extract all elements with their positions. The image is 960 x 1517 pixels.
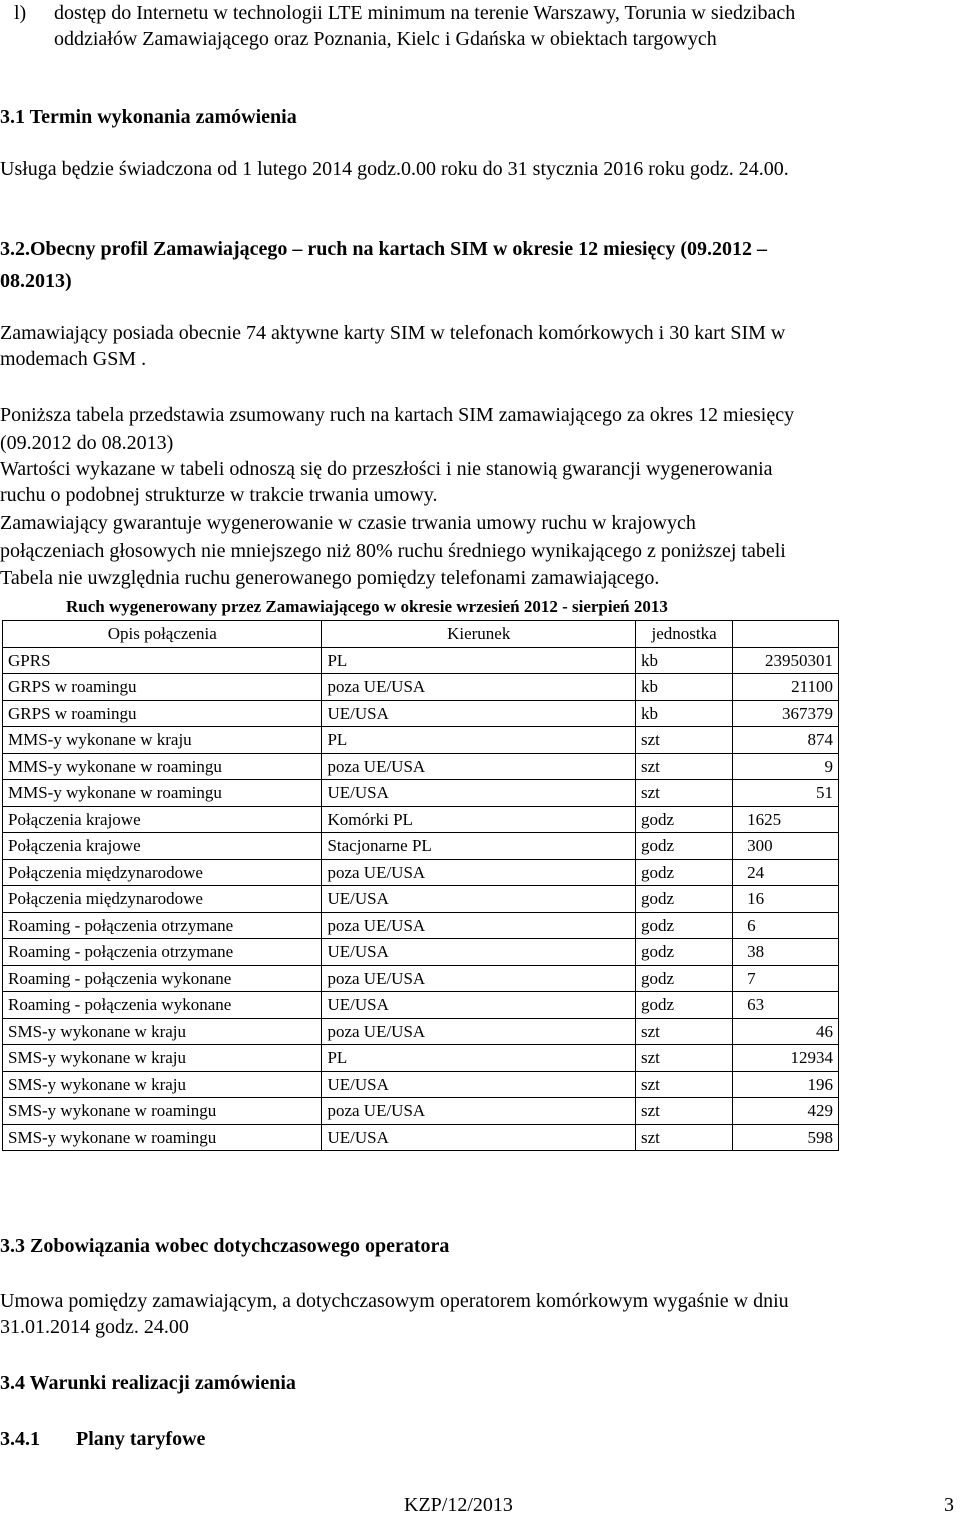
row-cell-value: 874 bbox=[733, 727, 839, 754]
section-3-3-heading: 3.3 Zobowiązania wobec dotychczasowego operatora bbox=[0, 1235, 450, 1257]
row-cell-unit: szt bbox=[636, 780, 733, 807]
row-cell-value: 16 bbox=[733, 886, 839, 913]
row-cell-value: 9 bbox=[733, 753, 839, 780]
table-row bbox=[3, 1124, 839, 1151]
table-row bbox=[3, 806, 839, 833]
row-cell-direction: UE/USA bbox=[322, 780, 636, 807]
row-cell-value: 196 bbox=[733, 1071, 839, 1098]
row-cell-description: MMS-y wykonane w kraju bbox=[3, 727, 322, 754]
row-cell-value: 7 bbox=[733, 965, 839, 992]
row-cell-value: 1625 bbox=[733, 806, 839, 833]
row-cell-direction: poza UE/USA bbox=[322, 753, 636, 780]
table-row bbox=[3, 1071, 839, 1098]
row-cell-description: SMS-y wykonane w kraju bbox=[3, 1071, 322, 1098]
traffic-table bbox=[2, 620, 839, 1151]
row-cell-value: 300 bbox=[733, 833, 839, 860]
row-cell-unit: godz bbox=[636, 806, 733, 833]
table-row bbox=[3, 753, 839, 780]
header-cell-description: Opis połączenia bbox=[3, 621, 322, 648]
paragraph-guarantee-line1: Zamawiający gwarantuje wygenerowanie w czasie trwania umowy ruchu w krajowych bbox=[0, 512, 696, 534]
list-item-text-line2: oddziałów Zamawiającego oraz Poznania, Kielc i Gdańska w obiektach targowych bbox=[54, 28, 717, 50]
row-cell-description: GPRS bbox=[3, 647, 322, 674]
section-3-4-heading: 3.4 Warunki realizacji zamówienia bbox=[0, 1372, 296, 1394]
paragraph-table-intro-line1: Poniższa tabela przedstawia zsumowany ruch na kartach SIM zamawiającego za okres 12 miesięcy bbox=[0, 404, 795, 426]
paragraph-guarantee-line3: Tabela nie uwzględnia ruchu generowanego pomiędzy telefonami zamawiającego. bbox=[0, 567, 660, 589]
section-3-4-1-number: 3.4.1 bbox=[0, 1428, 40, 1450]
row-cell-direction: poza UE/USA bbox=[322, 912, 636, 939]
row-cell-description: MMS-y wykonane w roamingu bbox=[3, 753, 322, 780]
row-cell-unit: szt bbox=[636, 1098, 733, 1125]
row-cell-value: 38 bbox=[733, 939, 839, 966]
row-cell-unit: godz bbox=[636, 965, 733, 992]
table-row bbox=[3, 859, 839, 886]
row-cell-description: SMS-y wykonane w roamingu bbox=[3, 1098, 322, 1125]
list-marker: l) bbox=[14, 2, 27, 24]
row-cell-description: Połączenia krajowe bbox=[3, 806, 322, 833]
table-row bbox=[3, 1018, 839, 1045]
paragraph-guarantee-line2: połączeniach głosowych nie mniejszego niż 80% ruchu średniego wynikającego z poniższej tabeli bbox=[0, 540, 786, 562]
row-cell-direction: PL bbox=[322, 727, 636, 754]
header-cell-unit: jednostka bbox=[636, 621, 733, 648]
row-cell-direction: UE/USA bbox=[322, 1071, 636, 1098]
section-3-1-text: Usługa będzie świadczona od 1 lutego 2014 godz.0.00 roku do 31 stycznia 2016 roku godz. 24.00. bbox=[0, 158, 789, 180]
table-header-row bbox=[3, 621, 839, 648]
row-cell-value: 12934 bbox=[733, 1045, 839, 1072]
row-cell-value: 367379 bbox=[733, 700, 839, 727]
row-cell-description: GRPS w roamingu bbox=[3, 700, 322, 727]
table-row bbox=[3, 912, 839, 939]
row-cell-direction: Stacjonarne PL bbox=[322, 833, 636, 860]
row-cell-direction: poza UE/USA bbox=[322, 674, 636, 701]
row-cell-unit: godz bbox=[636, 912, 733, 939]
row-cell-value: 598 bbox=[733, 1124, 839, 1151]
row-cell-value: 21100 bbox=[733, 674, 839, 701]
row-cell-direction: UE/USA bbox=[322, 939, 636, 966]
row-cell-unit: godz bbox=[636, 886, 733, 913]
table-row bbox=[3, 674, 839, 701]
header-cell-value bbox=[733, 621, 839, 648]
row-cell-description: Połączenia międzynarodowe bbox=[3, 886, 322, 913]
table-row bbox=[3, 1045, 839, 1072]
row-cell-unit: kb bbox=[636, 674, 733, 701]
table-title: Ruch wygenerowany przez Zamawiającego w okresie wrzesień 2012 - sierpień 2013 bbox=[66, 597, 668, 616]
row-cell-value: 63 bbox=[733, 992, 839, 1019]
row-cell-direction: poza UE/USA bbox=[322, 1018, 636, 1045]
table-row bbox=[3, 833, 839, 860]
row-cell-unit: godz bbox=[636, 859, 733, 886]
row-cell-unit: kb bbox=[636, 647, 733, 674]
row-cell-description: Połączenia międzynarodowe bbox=[3, 859, 322, 886]
row-cell-description: SMS-y wykonane w kraju bbox=[3, 1045, 322, 1072]
row-cell-unit: kb bbox=[636, 700, 733, 727]
table-row bbox=[3, 647, 839, 674]
row-cell-description: MMS-y wykonane w roamingu bbox=[3, 780, 322, 807]
table-row bbox=[3, 965, 839, 992]
header-cell-direction: Kierunek bbox=[322, 621, 636, 648]
row-cell-direction: poza UE/USA bbox=[322, 1098, 636, 1125]
row-cell-description: Roaming - połączenia wykonane bbox=[3, 992, 322, 1019]
table-row bbox=[3, 1098, 839, 1125]
row-cell-value: 51 bbox=[733, 780, 839, 807]
table-row bbox=[3, 780, 839, 807]
section-3-4-1-title: Plany taryfowe bbox=[76, 1428, 206, 1450]
row-cell-direction: PL bbox=[322, 647, 636, 674]
row-cell-description: Połączenia krajowe bbox=[3, 833, 322, 860]
row-cell-description: Roaming - połączenia otrzymane bbox=[3, 939, 322, 966]
table-row bbox=[3, 939, 839, 966]
row-cell-unit: szt bbox=[636, 1018, 733, 1045]
row-cell-direction: Komórki PL bbox=[322, 806, 636, 833]
row-cell-direction: UE/USA bbox=[322, 700, 636, 727]
section-3-1-heading: 3.1 Termin wykonania zamówienia bbox=[0, 106, 297, 128]
row-cell-description: Roaming - połączenia otrzymane bbox=[3, 912, 322, 939]
row-cell-unit: godz bbox=[636, 939, 733, 966]
row-cell-value: 46 bbox=[733, 1018, 839, 1045]
row-cell-direction: poza UE/USA bbox=[322, 859, 636, 886]
table-row bbox=[3, 700, 839, 727]
row-cell-unit: szt bbox=[636, 1124, 733, 1151]
row-cell-description: SMS-y wykonane w kraju bbox=[3, 1018, 322, 1045]
table-row bbox=[3, 992, 839, 1019]
footer-document-code: KZP/12/2013 bbox=[404, 1494, 513, 1516]
row-cell-direction: UE/USA bbox=[322, 886, 636, 913]
table-row bbox=[3, 886, 839, 913]
row-cell-unit: godz bbox=[636, 992, 733, 1019]
section-3-2-heading-line1: 3.2.Obecny profil Zamawiającego – ruch na kartach SIM w okresie 12 miesięcy (09.2012 – bbox=[0, 238, 767, 260]
section-3-2-heading-line2: 08.2013) bbox=[0, 270, 72, 292]
row-cell-direction: PL bbox=[322, 1045, 636, 1072]
list-item-text-line1: dostęp do Internetu w technologii LTE minimum na terenie Warszawy, Torunia w siedzibach bbox=[54, 2, 796, 24]
row-cell-direction: UE/USA bbox=[322, 992, 636, 1019]
row-cell-description: SMS-y wykonane w roamingu bbox=[3, 1124, 322, 1151]
paragraph-sim-cards-line1: Zamawiający posiada obecnie 74 aktywne karty SIM w telefonach komórkowych i 30 kart SIM w bbox=[0, 322, 786, 344]
row-cell-value: 23950301 bbox=[733, 647, 839, 674]
row-cell-direction: poza UE/USA bbox=[322, 965, 636, 992]
row-cell-value: 24 bbox=[733, 859, 839, 886]
section-3-3-text-line1: Umowa pomiędzy zamawiającym, a dotychczasowym operatorem komórkowym wygaśnie w dniu bbox=[0, 1290, 789, 1312]
paragraph-table-intro-line2: (09.2012 do 08.2013) bbox=[0, 432, 174, 454]
row-cell-direction: UE/USA bbox=[322, 1124, 636, 1151]
paragraph-values-note-line2: ruchu o podobnej strukturze w trakcie trwania umowy. bbox=[0, 484, 438, 506]
row-cell-unit: szt bbox=[636, 1071, 733, 1098]
footer-page-number: 3 bbox=[944, 1494, 954, 1516]
paragraph-sim-cards-line2: modemach GSM . bbox=[0, 348, 147, 370]
row-cell-unit: szt bbox=[636, 753, 733, 780]
table-row bbox=[3, 727, 839, 754]
paragraph-values-note-line1: Wartości wykazane w tabeli odnoszą się do przeszłości i nie stanowią gwarancji wygenerowania bbox=[0, 458, 773, 480]
row-cell-description: Roaming - połączenia wykonane bbox=[3, 965, 322, 992]
section-3-3-text-line2: 31.01.2014 godz. 24.00 bbox=[0, 1316, 189, 1338]
row-cell-description: GRPS w roamingu bbox=[3, 674, 322, 701]
row-cell-unit: szt bbox=[636, 1045, 733, 1072]
row-cell-value: 6 bbox=[733, 912, 839, 939]
row-cell-value: 429 bbox=[733, 1098, 839, 1125]
row-cell-unit: szt bbox=[636, 727, 733, 754]
row-cell-unit: godz bbox=[636, 833, 733, 860]
